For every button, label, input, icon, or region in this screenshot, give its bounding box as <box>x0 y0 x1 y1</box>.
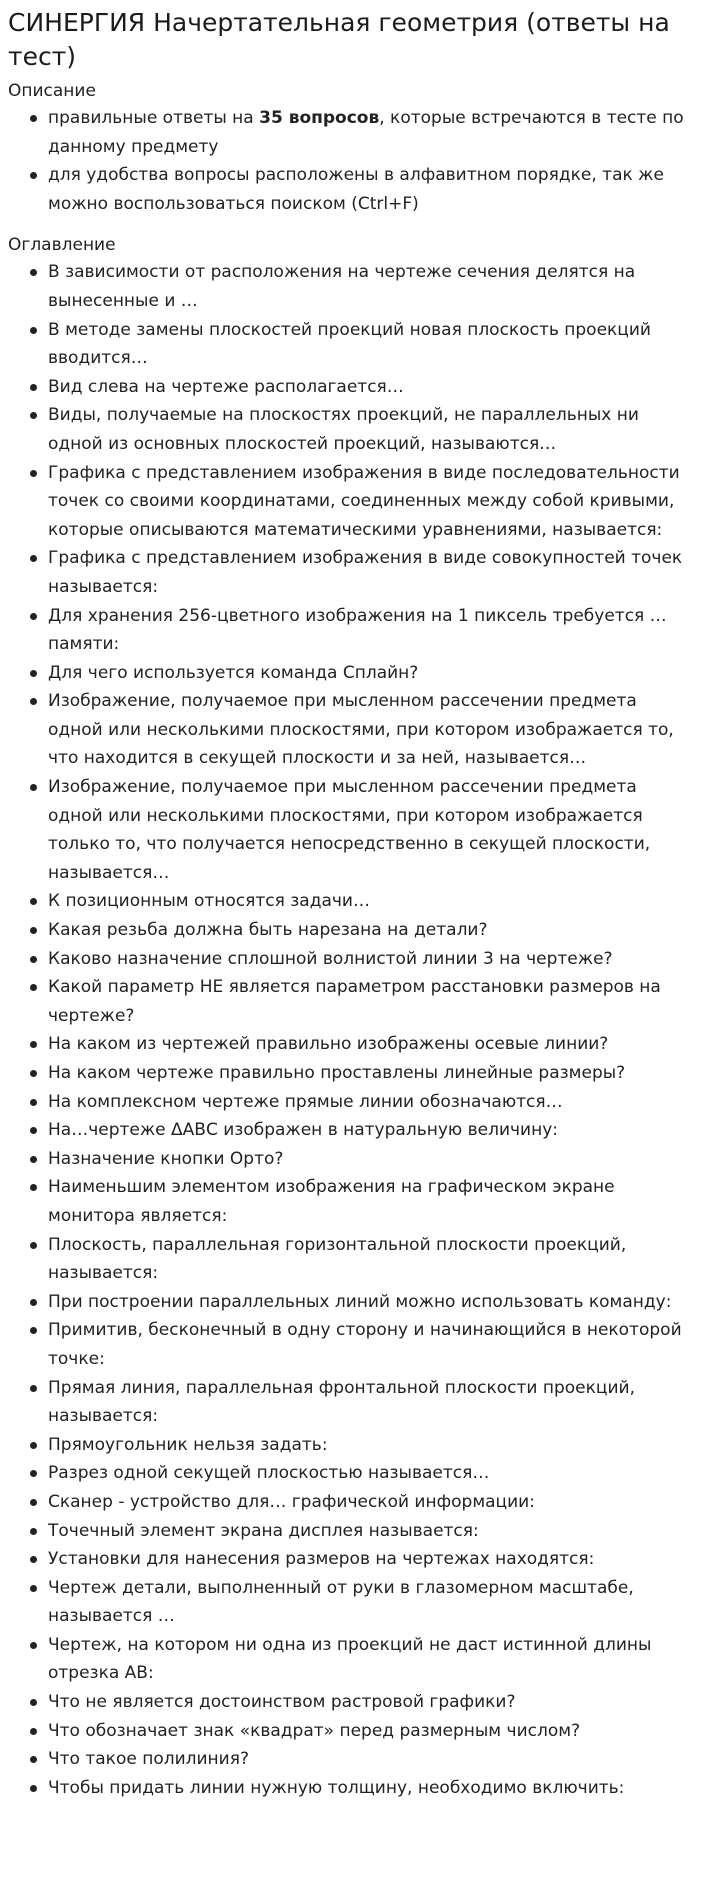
toc-item[interactable]: Какая резьба должна быть нарезана на детали? <box>28 916 693 945</box>
toc-item[interactable]: Чтобы придать линии нужную толщину, необходимо включить: <box>28 1774 693 1803</box>
toc-item[interactable]: Наименьшим элементом изображения на графическом экране монитора является: <box>28 1173 693 1230</box>
description-text: правильные ответы на <box>48 108 260 128</box>
toc-item[interactable]: В методе замены плоскостей проекций новая плоскость проекций вводится… <box>28 316 693 373</box>
toc-item[interactable]: На каком чертеже правильно проставлены линейные размеры? <box>28 1059 693 1088</box>
description-list <box>8 104 693 218</box>
question-count: 35 вопросов <box>259 108 380 128</box>
toc-item[interactable]: Примитив, бесконечный в одну сторону и начинающийся в некоторой точке: <box>28 1316 693 1373</box>
toc-item[interactable]: Виды, получаемые на плоскостях проекций, не параллельных ни одной из основных плоскостей проекций, называются… <box>28 401 693 458</box>
toc-item[interactable]: При построении параллельных линий можно использовать команду: <box>28 1288 693 1317</box>
toc-item[interactable]: К позиционным относятся задачи… <box>28 887 693 916</box>
toc-item[interactable]: Сканер - устройство для… графической информации: <box>28 1488 693 1517</box>
description-item: для удобства вопросы расположены в алфавитном порядке, так же можно воспользоваться поиском (Ctrl+F) <box>28 161 693 218</box>
toc-item[interactable]: Установки для нанесения размеров на чертежах находятся: <box>28 1545 693 1574</box>
description-label: Описание <box>8 81 96 101</box>
toc-item[interactable]: Какой параметр НЕ является параметром расстановки размеров на чертеже? <box>28 973 693 1030</box>
toc-item[interactable]: Изображение, получаемое при мысленном рассечении предмета одной или несколькими плоскостями, при котором изображается только то, что получается непосредственно в секущей плоскости, называется… <box>28 773 693 887</box>
description-text: , которые встречаются в тесте по данному предмету <box>48 108 684 157</box>
toc-item[interactable]: Прямая линия, параллельная фронтальной плоскости проекций, называется: <box>28 1374 693 1431</box>
toc-item[interactable]: На комплексном чертеже прямые линии обозначаются… <box>28 1088 693 1117</box>
toc-item[interactable]: Что обозначает знак «квадрат» перед размерным числом? <box>28 1717 693 1746</box>
toc-item[interactable]: Вид слева на чертеже располагается… <box>28 373 693 402</box>
toc-item[interactable]: Для хранения 256-цветного изображения на 1 пиксель требуется … памяти: <box>28 602 693 659</box>
toc-item[interactable]: Чертеж, на котором ни одна из проекций не даст истинной длины отрезка АВ: <box>28 1631 693 1688</box>
toc-item[interactable]: В зависимости от расположения на чертеже сечения делятся на вынесенные и … <box>28 258 693 315</box>
toc-item[interactable]: На каком из чертежей правильно изображены осевые линии? <box>28 1030 693 1059</box>
toc-item[interactable]: Графика с представлением изображения в виде последовательности точек со своими координатами, соединенных между собой кривыми, которые описываются математическими уравнениями, называется: <box>28 459 693 545</box>
description-item <box>28 104 693 161</box>
page-title: СИНЕРГИЯ Начертательная геометрия (ответы на тест) <box>8 8 670 71</box>
toc-item[interactable]: Графика с представлением изображения в виде совокупностей точек называется: <box>28 544 693 601</box>
toc-item[interactable]: Назначение кнопки Орто? <box>28 1145 693 1174</box>
toc-item[interactable]: Каково назначение сплошной волнистой линии 3 на чертеже? <box>28 945 693 974</box>
toc-item[interactable]: Разрез одной секущей плоскостью называется… <box>28 1459 693 1488</box>
toc-item[interactable]: Чертеж детали, выполненный от руки в глазомерном масштабе, называется … <box>28 1574 693 1631</box>
toc-item[interactable]: Что такое полилиния? <box>28 1745 693 1774</box>
toc-item[interactable]: Что не является достоинством растровой графики? <box>28 1688 693 1717</box>
toc-label: Оглавление <box>8 235 116 256</box>
toc-item[interactable]: Изображение, получаемое при мысленном рассечении предмета одной или несколькими плоскостями, при котором изображается то, что находится в секущей плоскости и за ней, называется… <box>28 687 693 773</box>
toc-list <box>8 258 693 1802</box>
toc-item[interactable]: Прямоугольник нельзя задать: <box>28 1431 693 1460</box>
toc-item[interactable]: Плоскость, параллельная горизонтальной плоскости проекций, называется: <box>28 1231 693 1288</box>
toc-item[interactable]: Для чего используется команда Сплайн? <box>28 659 693 688</box>
toc-item[interactable]: На…чертеже ΔАВС изображен в натуральную величину: <box>28 1116 693 1145</box>
toc-item[interactable]: Точечный элемент экрана дисплея называется: <box>28 1517 693 1546</box>
